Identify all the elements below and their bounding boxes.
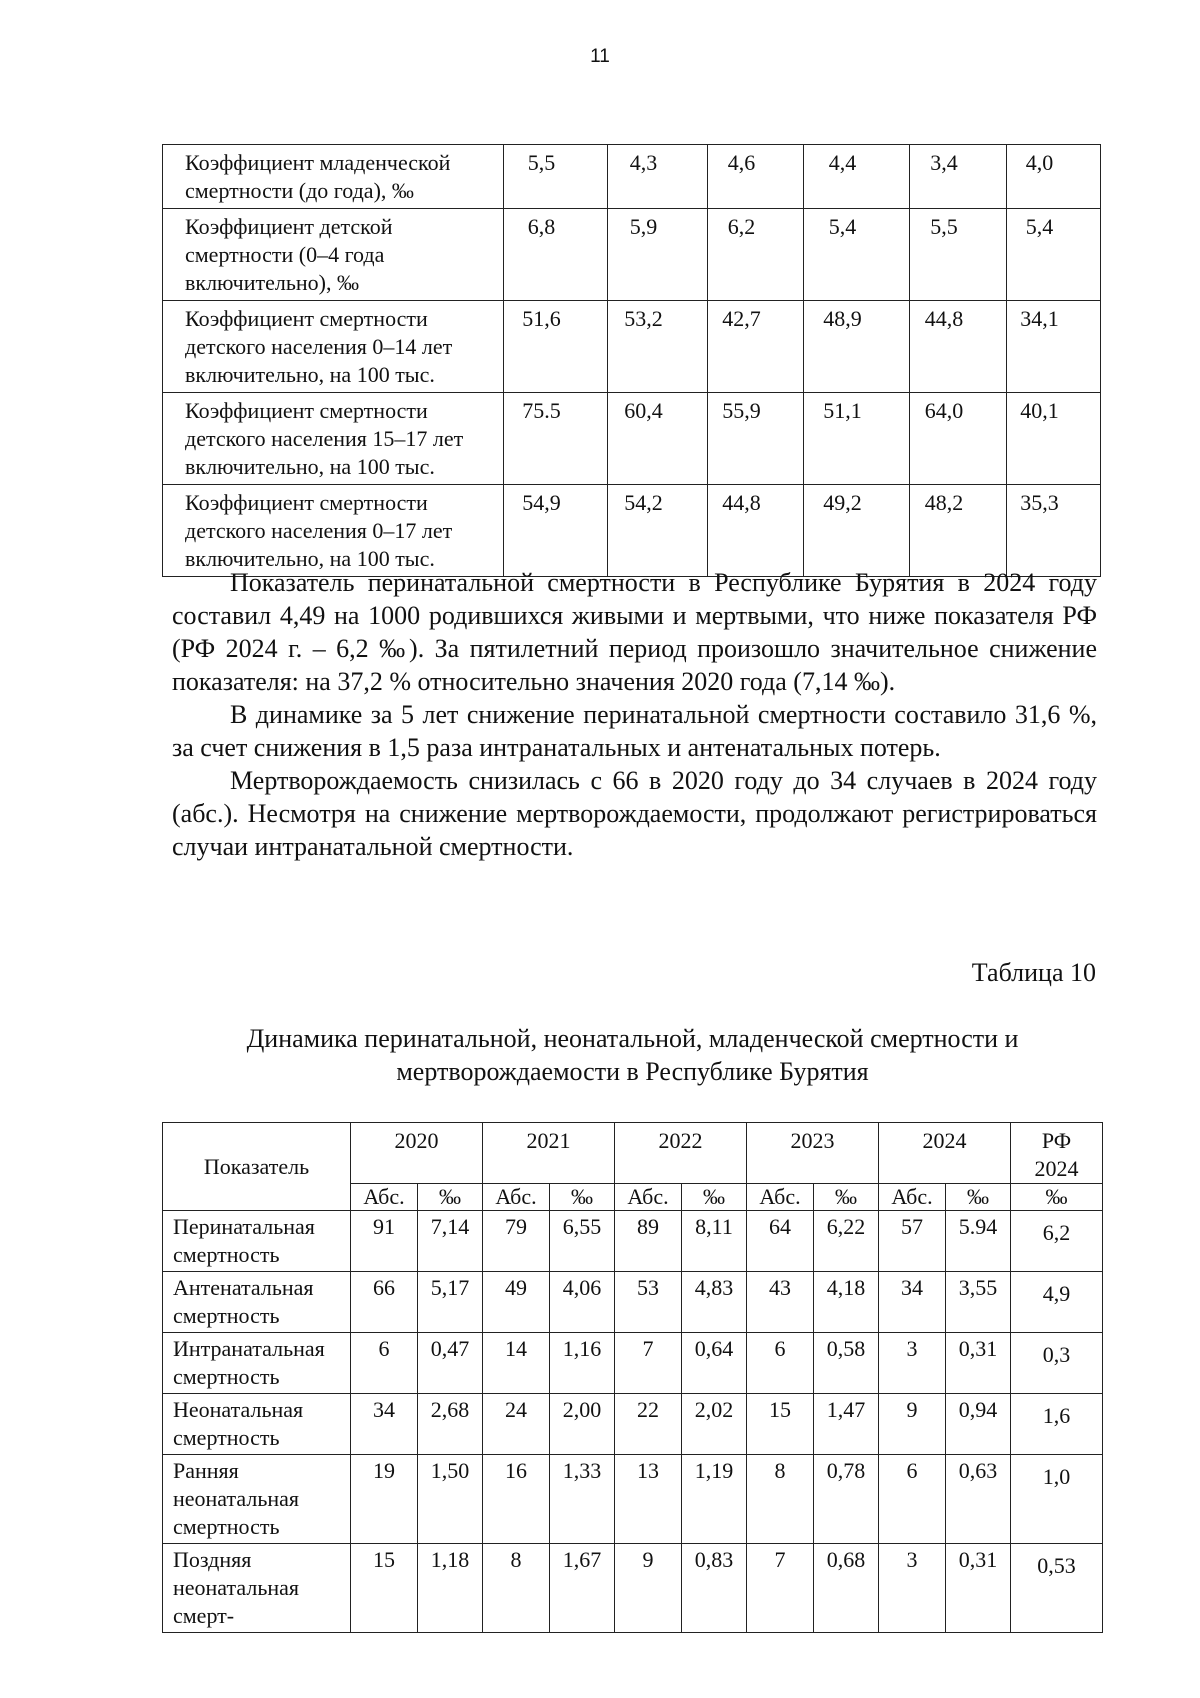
value-cell: 1,47 — [814, 1394, 879, 1455]
row-label: Антенатальная смертность — [163, 1272, 351, 1333]
table-row — [163, 1333, 1103, 1394]
value-cell: 5,5 — [504, 145, 608, 209]
value-cell: 3,55 — [946, 1272, 1011, 1333]
value-cell: 15 — [747, 1394, 814, 1455]
header-year: 2024 — [879, 1123, 1011, 1184]
value-cell: 60,4 — [608, 393, 708, 485]
header-year: 2022 — [615, 1123, 747, 1184]
value-cell: 0,83 — [682, 1544, 747, 1633]
page-number: 11 — [590, 46, 610, 67]
value-cell: 19 — [351, 1455, 418, 1544]
value-cell: 24 — [483, 1394, 550, 1455]
value-cell: 0,3 — [1011, 1333, 1103, 1394]
value-cell: 6 — [879, 1455, 946, 1544]
value-cell: 54,9 — [504, 485, 608, 577]
value-cell: 0,68 — [814, 1544, 879, 1633]
value-cell: 44,8 — [910, 301, 1007, 393]
value-cell: 0,31 — [946, 1544, 1011, 1633]
value-cell: 34 — [879, 1272, 946, 1333]
value-cell: 89 — [615, 1211, 682, 1272]
value-cell: 4,4 — [804, 145, 910, 209]
subheader-permille: ‰ — [1011, 1184, 1103, 1211]
value-cell: 64,0 — [910, 393, 1007, 485]
value-cell: 7 — [747, 1544, 814, 1633]
table-row — [163, 1455, 1103, 1544]
value-cell: 66 — [351, 1272, 418, 1333]
row-label: Коэффициент смертности детского населения 0–17 лет включительно, на 100 тыс. — [163, 485, 504, 577]
value-cell: 1,16 — [550, 1333, 615, 1394]
subheader-abs: Абс. — [615, 1184, 682, 1211]
row-label: Коэффициент смертности детского населения 0–14 лет включительно, на 100 тыс. — [163, 301, 504, 393]
value-cell: 40,1 — [1007, 393, 1101, 485]
value-cell: 1,33 — [550, 1455, 615, 1544]
value-cell: 1,67 — [550, 1544, 615, 1633]
value-cell: 64 — [747, 1211, 814, 1272]
value-cell: 4,06 — [550, 1272, 615, 1333]
value-cell: 44,8 — [708, 485, 804, 577]
value-cell: 0,78 — [814, 1455, 879, 1544]
value-cell: 1,6 — [1011, 1394, 1103, 1455]
row-label: Поздняя неонатальная смерт- — [163, 1544, 351, 1633]
value-cell: 2,02 — [682, 1394, 747, 1455]
row-label: Неонатальная смертность — [163, 1394, 351, 1455]
value-cell: 4,9 — [1011, 1272, 1103, 1333]
value-cell: 3 — [879, 1333, 946, 1394]
mortality-coefficients-table — [162, 144, 1101, 577]
value-cell: 5,9 — [608, 209, 708, 301]
value-cell: 0,94 — [946, 1394, 1011, 1455]
table-row — [163, 1211, 1103, 1272]
value-cell: 79 — [483, 1211, 550, 1272]
body-text — [172, 566, 1097, 863]
value-cell: 16 — [483, 1455, 550, 1544]
value-cell: 13 — [615, 1455, 682, 1544]
value-cell: 2,00 — [550, 1394, 615, 1455]
value-cell: 14 — [483, 1333, 550, 1394]
value-cell: 6,8 — [504, 209, 608, 301]
value-cell: 5,4 — [1007, 209, 1101, 301]
value-cell: 4,3 — [608, 145, 708, 209]
value-cell: 7,14 — [418, 1211, 483, 1272]
table-row — [163, 1272, 1103, 1333]
value-cell: 2,68 — [418, 1394, 483, 1455]
value-cell: 1,50 — [418, 1455, 483, 1544]
value-cell: 5,5 — [910, 209, 1007, 301]
table-row — [163, 393, 1101, 485]
table-row — [163, 209, 1101, 301]
value-cell: 48,9 — [804, 301, 910, 393]
value-cell: 91 — [351, 1211, 418, 1272]
subheader-permille: ‰ — [682, 1184, 747, 1211]
value-cell: 57 — [879, 1211, 946, 1272]
value-cell: 0,63 — [946, 1455, 1011, 1544]
value-cell: 6 — [747, 1333, 814, 1394]
paragraph-dynamics: В динамике за 5 лет снижение перинатальной смертности составило 31,6 %, за счет снижения в 1,5 раза интранатальных и антенатальных потерь. — [172, 700, 1097, 762]
value-cell: 5.94 — [946, 1211, 1011, 1272]
value-cell: 48,2 — [910, 485, 1007, 577]
paragraph-perinatal: Показатель перинатальной смертности в Республике Бурятия в 2024 году составил 4,49 на 1000 родившихся живыми и мертвыми, что ниже показателя РФ (РФ 2024 г. – 6,2 ‰). За пятилетний период произошло значительное снижение показателя: на 37,2 % относительно значения 2020 года (7,14 ‰). — [172, 568, 1097, 696]
subheader-abs: Абс. — [747, 1184, 814, 1211]
paragraph-stillbirth: Мертворождаемость снизилась с 66 в 2020 году до 34 случаев в 2024 году (абс.). Несмотря на снижение мертворождаемости, продолжают регистрироваться случаи интранатальной смертности. — [172, 766, 1097, 861]
value-cell: 49 — [483, 1272, 550, 1333]
header-year: 2023 — [747, 1123, 879, 1184]
value-cell: 15 — [351, 1544, 418, 1633]
table-row — [163, 485, 1101, 577]
table-title-line-1: Динамика перинатальной, неонатальной, младенческой смертности и — [246, 1024, 1019, 1053]
value-cell: 7 — [615, 1333, 682, 1394]
header-rf: РФ 2024 — [1011, 1123, 1103, 1184]
row-label: Коэффициент смертности детского населения 15–17 лет включительно, на 100 тыс. — [163, 393, 504, 485]
value-cell: 6 — [351, 1333, 418, 1394]
value-cell: 53,2 — [608, 301, 708, 393]
row-label: Перинатальная смертность — [163, 1211, 351, 1272]
value-cell: 54,2 — [608, 485, 708, 577]
table-row — [163, 1394, 1103, 1455]
value-cell: 34 — [351, 1394, 418, 1455]
value-cell: 49,2 — [804, 485, 910, 577]
value-cell: 55,9 — [708, 393, 804, 485]
row-label: Коэффициент детской смертности (0–4 года включительно), ‰ — [163, 209, 504, 301]
subheader-permille: ‰ — [814, 1184, 879, 1211]
value-cell: 4,18 — [814, 1272, 879, 1333]
subheader-permille: ‰ — [550, 1184, 615, 1211]
table-row — [163, 301, 1101, 393]
header-indicator: Показатель — [163, 1123, 351, 1211]
value-cell: 8 — [483, 1544, 550, 1633]
value-cell: 51,6 — [504, 301, 608, 393]
value-cell: 35,3 — [1007, 485, 1101, 577]
table-title-line-2: мертворождаемости в Республике Бурятия — [396, 1057, 869, 1086]
value-cell: 4,0 — [1007, 145, 1101, 209]
table-caption: Таблица 10 — [971, 958, 1096, 987]
row-label: Коэффициент младенческой смертности (до года), ‰ — [163, 145, 504, 209]
value-cell: 4,83 — [682, 1272, 747, 1333]
value-cell: 1,0 — [1011, 1455, 1103, 1544]
value-cell: 22 — [615, 1394, 682, 1455]
value-cell: 1,18 — [418, 1544, 483, 1633]
value-cell: 43 — [747, 1272, 814, 1333]
value-cell: 3 — [879, 1544, 946, 1633]
value-cell: 6,2 — [708, 209, 804, 301]
value-cell: 0,64 — [682, 1333, 747, 1394]
value-cell: 5,4 — [804, 209, 910, 301]
row-label: Интранатальная смертность — [163, 1333, 351, 1394]
value-cell: 0,47 — [418, 1333, 483, 1394]
table-row — [163, 1544, 1103, 1633]
value-cell: 34,1 — [1007, 301, 1101, 393]
subheader-abs: Абс. — [879, 1184, 946, 1211]
value-cell: 0,58 — [814, 1333, 879, 1394]
value-cell: 4,6 — [708, 145, 804, 209]
value-cell: 8 — [747, 1455, 814, 1544]
value-cell: 53 — [615, 1272, 682, 1333]
value-cell: 42,7 — [708, 301, 804, 393]
row-label: Ранняя неонатальная смертность — [163, 1455, 351, 1544]
value-cell: 1,19 — [682, 1455, 747, 1544]
value-cell: 6,55 — [550, 1211, 615, 1272]
value-cell: 75.5 — [504, 393, 608, 485]
table-row — [163, 145, 1101, 209]
subheader-permille: ‰ — [418, 1184, 483, 1211]
subheader-abs: Абс. — [351, 1184, 418, 1211]
subheader-permille: ‰ — [946, 1184, 1011, 1211]
value-cell: 0,53 — [1011, 1544, 1103, 1633]
value-cell: 8,11 — [682, 1211, 747, 1272]
perinatal-dynamics-table — [162, 1122, 1103, 1633]
value-cell: 6,2 — [1011, 1211, 1103, 1272]
value-cell: 9 — [879, 1394, 946, 1455]
table-title — [160, 1022, 1105, 1088]
value-cell: 9 — [615, 1544, 682, 1633]
header-year: 2020 — [351, 1123, 483, 1184]
value-cell: 5,17 — [418, 1272, 483, 1333]
value-cell: 6,22 — [814, 1211, 879, 1272]
header-year: 2021 — [483, 1123, 615, 1184]
value-cell: 3,4 — [910, 145, 1007, 209]
value-cell: 51,1 — [804, 393, 910, 485]
subheader-abs: Абс. — [483, 1184, 550, 1211]
value-cell: 0,31 — [946, 1333, 1011, 1394]
